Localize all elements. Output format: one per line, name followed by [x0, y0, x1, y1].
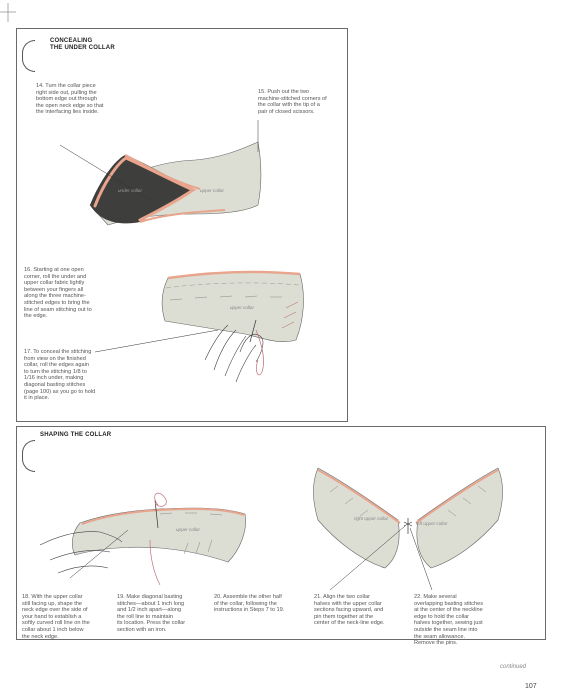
step-20-text: 20. Assemble the other half of the collar, following the instructions in Steps 7 to 19. — [214, 594, 285, 614]
continued-label: continued — [500, 664, 527, 670]
under-collar-label: under collar — [118, 188, 143, 193]
step-15-text: 15. Push out the two machine-stitched corners of the collar with the tip of a pair of closed scissors. — [258, 89, 327, 115]
step-16-text: 16. Starting at one open corner, roll the under and upper collar fabric lightly between your fingers all along the three machine- stitched edges to bring the line of seam stitching out to the edge. — [24, 267, 92, 320]
step-19-text: 19. Make diagonal basting stitches—about 1 inch long and 1/2 inch apart—along the roll line to maintain its location. Press the collar section with an iron. — [117, 594, 186, 633]
step-22-text: 22. Make several overlapping basting stitches at the center of the neckline edge to hold the collar halves together, sewing just outside the seam line into the seam allowance. Remove the pins. — [414, 594, 484, 647]
section-bracket-icon — [22, 440, 35, 472]
step-21-text: 21. Align the two collar halves with the upper collar sections facing upward, and pin them together at the center of the neck-line edge. — [314, 594, 385, 627]
page-number: 107 — [525, 683, 537, 690]
title-line: THE UNDER COLLAR — [50, 45, 115, 51]
upper-collar-label: upper collar — [200, 188, 225, 193]
upper-collar-label: upper collar — [176, 527, 201, 532]
step-18-text: 18. With the upper collar still facing up, shape the neck edge over the side of your hand to establish a softly curved roll line on the collar about 1 inch below the neck edge. — [22, 594, 90, 640]
section-title: SHAPING THE COLLAR — [40, 432, 112, 438]
right-upper-collar-label: right upper collar — [354, 516, 389, 521]
upper-collar-label: upper collar — [230, 305, 255, 310]
section-bracket-icon — [22, 40, 35, 72]
left-upper-collar-label: left upper collar — [416, 521, 448, 526]
title-line: CONCEALING — [50, 38, 93, 44]
step-17-text: 17. To conceal the stitching from view on the finished collar, roll the edges again to turn the stitching 1/8 to 1/16 inch under, making diagonal basting stitches (page 100) as you go to hold it in place. — [24, 349, 96, 402]
step-14-text: 14. Turn the collar piece right side out, pulling the bottom edge out through the open neck edge so that the interfacing lies inside. — [36, 83, 104, 116]
section-title — [50, 38, 115, 52]
